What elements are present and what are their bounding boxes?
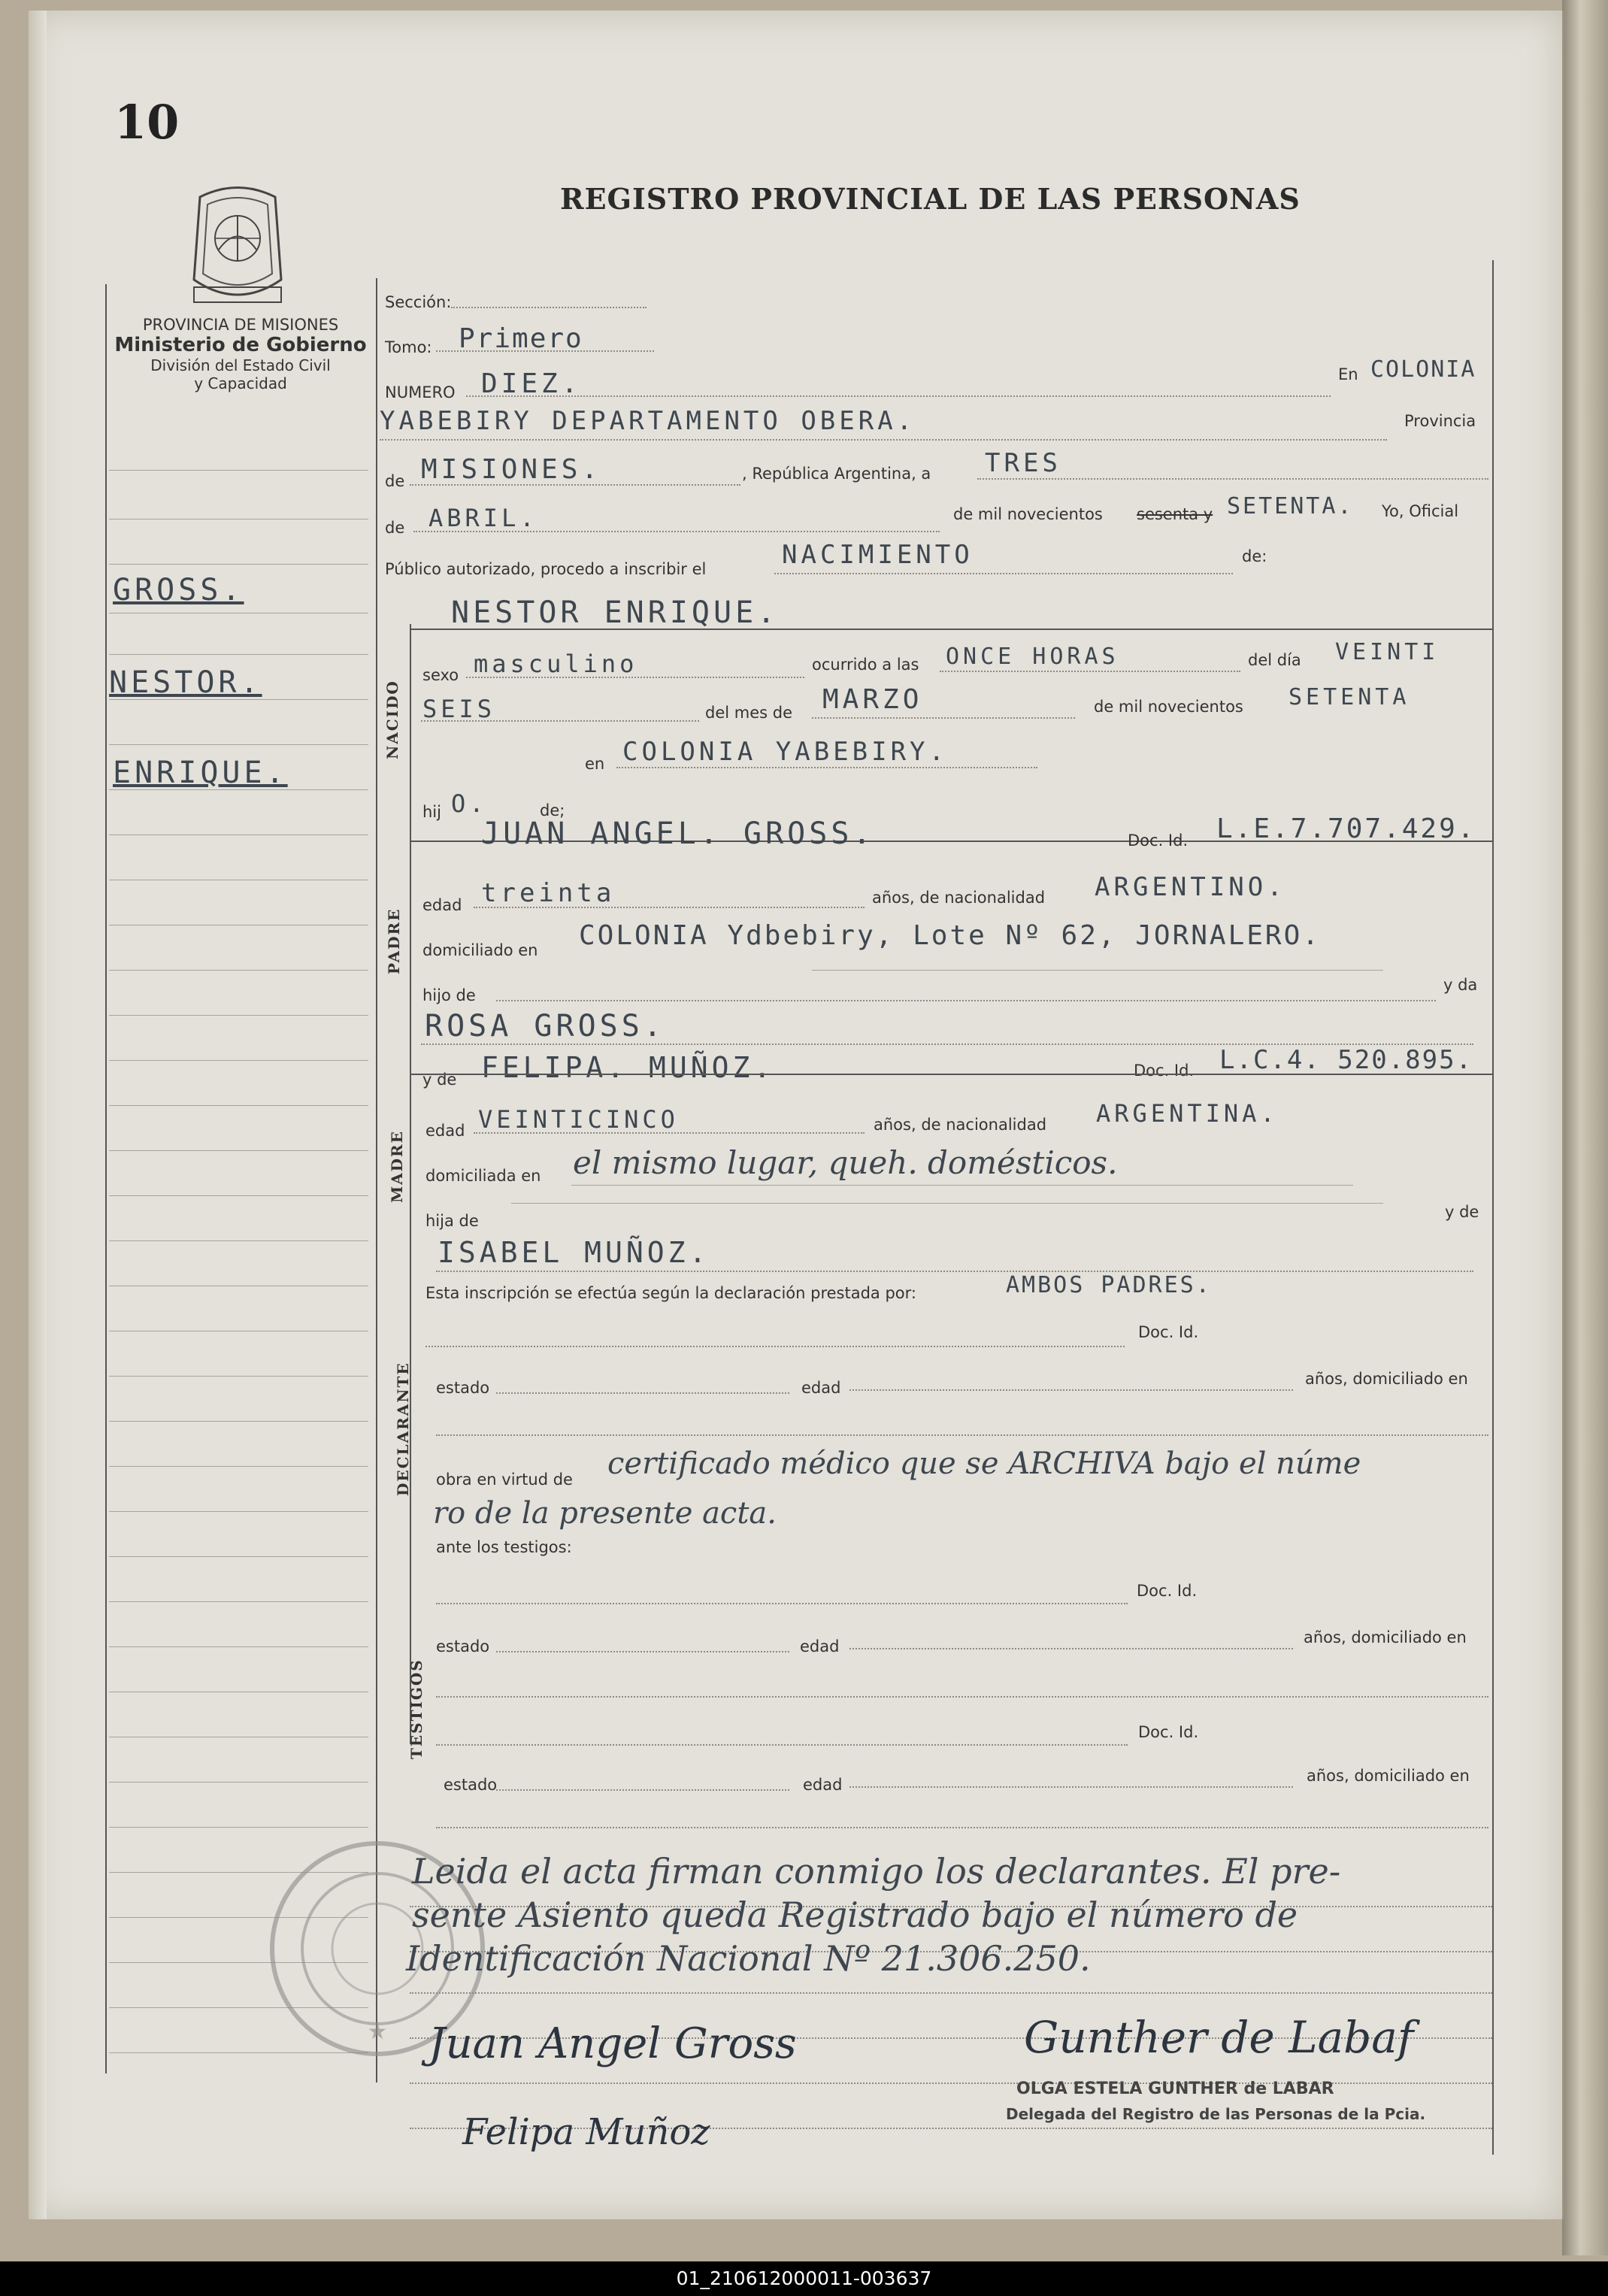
ministry-header [107, 316, 374, 392]
testigo1-estado-label: estado [436, 1637, 490, 1655]
de-label-2: de [385, 519, 405, 537]
ocurrido-label: ocurrido a las [812, 656, 919, 674]
declarante-estado-line [496, 1392, 789, 1394]
declarante-anos-label: años, domiciliado en [1305, 1370, 1468, 1388]
margin-rule [109, 564, 368, 565]
madre-section-label: MADRE [388, 1130, 406, 1203]
declarante-section-label: DECLARANTE [394, 1362, 412, 1496]
nota-line-3 [410, 1992, 1492, 1994]
de-label: de [385, 472, 405, 490]
numero-line [466, 395, 1331, 397]
acto-value: NACIMIENTO [782, 540, 974, 570]
testigos-section-label: TESTIGOS [407, 1658, 425, 1759]
margin-rule [109, 1511, 368, 1512]
testigo2-edad-label: edad [803, 1776, 843, 1794]
testigo2-estado-label: estado [444, 1776, 498, 1794]
hij-label: hij [422, 803, 441, 821]
padre-dom-underline [812, 970, 1383, 971]
margin-rule [109, 1150, 368, 1151]
ministry-division: División del Estado Civil [150, 356, 331, 374]
declarante-dom-line [436, 1434, 1488, 1436]
dia-line [977, 478, 1488, 480]
ministry-province: PROVINCIA DE MISIONES [142, 316, 339, 334]
madre-dom-value: el mismo lugar, queh. domésticos. [573, 1144, 1118, 1181]
margin-rule [109, 1421, 368, 1422]
madre-top-rule [410, 1074, 1492, 1075]
next-page-edge [1562, 0, 1608, 2255]
padre-doc-value: L.E.7.707.429. [1216, 813, 1476, 844]
declarante-edad-line [849, 1389, 1293, 1391]
nota-line-2-text: sente Asiento queda Registrado bajo el número de [412, 1895, 1298, 1935]
image-id-footer: 01_210612000011-003637 [0, 2261, 1608, 2296]
madre-edad-line [474, 1132, 865, 1134]
margin-rule [109, 834, 368, 835]
margin-rule [109, 1646, 368, 1647]
madre-edad-value: VEINTICINCO [478, 1105, 679, 1134]
anio-nac-value: SETENTA [1289, 684, 1410, 710]
numero-value: DIEZ. [481, 368, 582, 399]
anio-value: SETENTA. [1227, 493, 1354, 519]
oficial-title: Delegada del Registro de las Personas de la Pcia. [1006, 2105, 1426, 2123]
madre-value: FELIPA. MUÑOZ. [481, 1051, 775, 1084]
testigo1-edad-label: edad [800, 1637, 840, 1655]
mes-line [413, 531, 940, 532]
lugar-line [380, 439, 1387, 441]
margin-rule [109, 1015, 368, 1016]
margin-rule [109, 1060, 368, 1061]
margin-rule [109, 1376, 368, 1377]
page-number: 10 [114, 95, 180, 150]
ante-testigos-label: ante los testigos: [436, 1538, 572, 1556]
acto-line [774, 573, 1233, 574]
hij-value: O. [451, 789, 488, 818]
padre-nac-value: ARGENTINO. [1095, 872, 1286, 902]
publico-label: Público autorizado, procedo a inscribir el [385, 560, 707, 578]
oficial-name: OLGA ESTELA GUNTHER de LABAR [1016, 2079, 1334, 2098]
en-value: COLONIA [1370, 356, 1476, 383]
testigo1-estado-line [496, 1651, 789, 1652]
margin-rule [109, 654, 368, 655]
struck-text: sesenta y [1137, 505, 1213, 523]
inscripcion-label: Esta inscripción se efectúa según la declaración prestada por: [425, 1284, 916, 1302]
nota-line-1-text: Leida el acta firman conmigo los declarantes. El pre- [412, 1851, 1341, 1892]
madre-edad-label: edad [425, 1122, 465, 1140]
de-mil-label: de mil novecientos [953, 505, 1103, 523]
madre-y-de-label: y de [1445, 1203, 1479, 1221]
nota-line-3-text: Identificación Nacional Nº 21.306.250. [406, 1938, 1091, 1979]
sexo-line [466, 677, 804, 678]
testigo2-anos-label: años, domiciliado en [1307, 1767, 1470, 1785]
margin-first-name: NESTOR. [109, 665, 262, 700]
margin-rule [109, 470, 368, 471]
testigo2-edad-line [849, 1786, 1293, 1788]
padre-nac-label: años, de nacionalidad [872, 889, 1046, 907]
madre-dom-underline [571, 1185, 1353, 1186]
de-semi-label: de; [540, 801, 565, 819]
testigo1-doc-label: Doc. Id. [1137, 1582, 1198, 1600]
padre-edad-label: edad [422, 896, 462, 914]
margin-middle-name: ENRIQUE. [113, 756, 288, 790]
section-divider [410, 624, 411, 1744]
madre-doc-label: Doc. Id. [1134, 1062, 1195, 1080]
margin-rule [109, 1466, 368, 1467]
obra-label: obra en virtud de [436, 1471, 573, 1489]
y-de-label: y de [422, 1071, 457, 1089]
provincia-label: Provincia [1404, 412, 1476, 430]
republica-label: , República Argentina, a [742, 465, 931, 483]
seccion-line [451, 307, 647, 308]
testigo1-anos-label: años, domiciliado en [1304, 1628, 1467, 1646]
padre-madre-value: ROSA GROSS. [425, 1009, 665, 1043]
dia-value: TRES [985, 448, 1061, 478]
right-border [1492, 260, 1494, 2155]
lugar-nac-value: COLONIA YABEBIRY. [622, 737, 948, 767]
margin-rule [109, 1240, 368, 1241]
padre-hijo-line [496, 1000, 1436, 1001]
mes-nac-line [812, 717, 1075, 719]
declarante-doc-label: Doc. Id. [1138, 1323, 1199, 1341]
en2-label: en [585, 755, 605, 773]
nacido-section-label: NACIDO [383, 680, 401, 759]
ministry-capacity: y Capacidad [194, 374, 287, 392]
declarante-estado-label: estado [436, 1379, 490, 1397]
del-dia-label: del día [1248, 651, 1301, 669]
yo-oficial-label: Yo, Oficial [1382, 502, 1459, 520]
padre-dom-value: COLONIA Ydbebiry, Lote Nº 62, JORNALERO. [579, 920, 1321, 951]
padre-value: JUAN ANGEL. GROSS. [481, 816, 875, 851]
sexo-label: sexo [422, 666, 459, 684]
margin-rule [109, 744, 368, 745]
en-label: En [1338, 365, 1358, 383]
page-title: REGISTRO PROVINCIAL DE LAS PERSONAS [560, 182, 1301, 216]
declarante-edad-label: edad [801, 1379, 841, 1397]
del-mes-label: del mes de [705, 704, 793, 722]
lugar-value: YABEBIRY DEPARTAMENTO OBERA. [380, 406, 916, 436]
dia-nac2-line [421, 720, 699, 722]
madre-nac-value: ARGENTINA. [1096, 1099, 1279, 1128]
tomo-label: Tomo: [385, 338, 432, 356]
mes-value: ABRIL. [428, 504, 538, 532]
madre-doc-value: L.C.4. 520.895. [1219, 1045, 1473, 1075]
obra-value-1: certificado médico que se ARCHIVA bajo el núme [607, 1446, 1361, 1481]
madre-nac-label: años, de nacionalidad [874, 1116, 1047, 1134]
hora-value: ONCE HORAS [946, 644, 1119, 670]
testigo1-edad-line [849, 1648, 1293, 1649]
padre-y-da-label: y da [1443, 976, 1478, 994]
obra-value-2: ro de la presente acta. [433, 1496, 777, 1531]
testigo1-name-line [436, 1603, 1128, 1604]
madre-madre-value: ISABEL MUÑOZ. [438, 1236, 710, 1269]
mes-nac-value: MARZO [822, 684, 923, 715]
nombre-value: NESTOR ENRIQUE. [451, 595, 780, 630]
lugar-nac-line [616, 767, 1037, 768]
padre-hijo-label: hijo de [422, 986, 476, 1004]
oficial-signature: Gunther de Labaf [1024, 2012, 1414, 2063]
padre-doc-label: Doc. Id. [1128, 831, 1189, 850]
madre-hija-line [511, 1203, 1383, 1204]
madre-signature: Felipa Muñoz [462, 2111, 710, 2153]
margin-surname: GROSS. [113, 573, 244, 607]
testigo2-doc-label: Doc. Id. [1138, 1723, 1199, 1741]
margin-rule [109, 1105, 368, 1106]
margin-rule [109, 1827, 368, 1828]
dia-nac1-value: VEINTI [1335, 639, 1440, 665]
svg-text:★: ★ [367, 2019, 388, 2045]
margin-rule [109, 970, 368, 971]
nacido-top-rule [410, 629, 1492, 630]
testigo1-dom-line [436, 1696, 1488, 1698]
madre-hija-label: hija de [425, 1212, 479, 1230]
hora-line [940, 671, 1240, 672]
testigo2-dom-line [436, 1827, 1488, 1828]
madre-madre-line [436, 1271, 1473, 1272]
provincia-value: MISIONES. [421, 454, 602, 485]
left-margin-border [105, 284, 107, 2073]
margin-divider [376, 278, 377, 2082]
numero-label: NUMERO [385, 383, 456, 401]
tomo-line [436, 350, 654, 352]
madre-dom-label: domiciliada en [425, 1167, 541, 1185]
provincia-line [410, 484, 740, 486]
dia-nac2-value: SEIS [422, 695, 496, 723]
margin-rule [109, 1601, 368, 1602]
margin-rule [109, 1556, 368, 1557]
padre-signature: Juan Angel Gross [428, 2019, 797, 2068]
padre-dom-label: domiciliado en [422, 941, 538, 959]
seccion-label: Sección: [385, 293, 452, 311]
testigo2-estado-line [496, 1789, 789, 1791]
binding-gutter [29, 11, 47, 2219]
padre-edad-value: treinta [481, 878, 616, 908]
margin-rule [109, 1195, 368, 1196]
declarante-value: AMBOS PADRES. [1006, 1272, 1212, 1298]
ministry-name: Ministerio de Gobierno [114, 334, 367, 356]
margin-rule [109, 1782, 368, 1783]
tomo-value: Primero [459, 323, 583, 354]
padre-section-label: PADRE [385, 907, 403, 974]
declarante-name-line [425, 1346, 1125, 1347]
testigo2-name-line [436, 1744, 1128, 1746]
de-colon-label: de: [1242, 547, 1267, 565]
provincial-seal-icon [177, 182, 298, 317]
sexo-value: masculino [474, 650, 638, 678]
de-mil2-label: de mil novecientos [1094, 698, 1243, 716]
padre-edad-line [474, 907, 865, 908]
